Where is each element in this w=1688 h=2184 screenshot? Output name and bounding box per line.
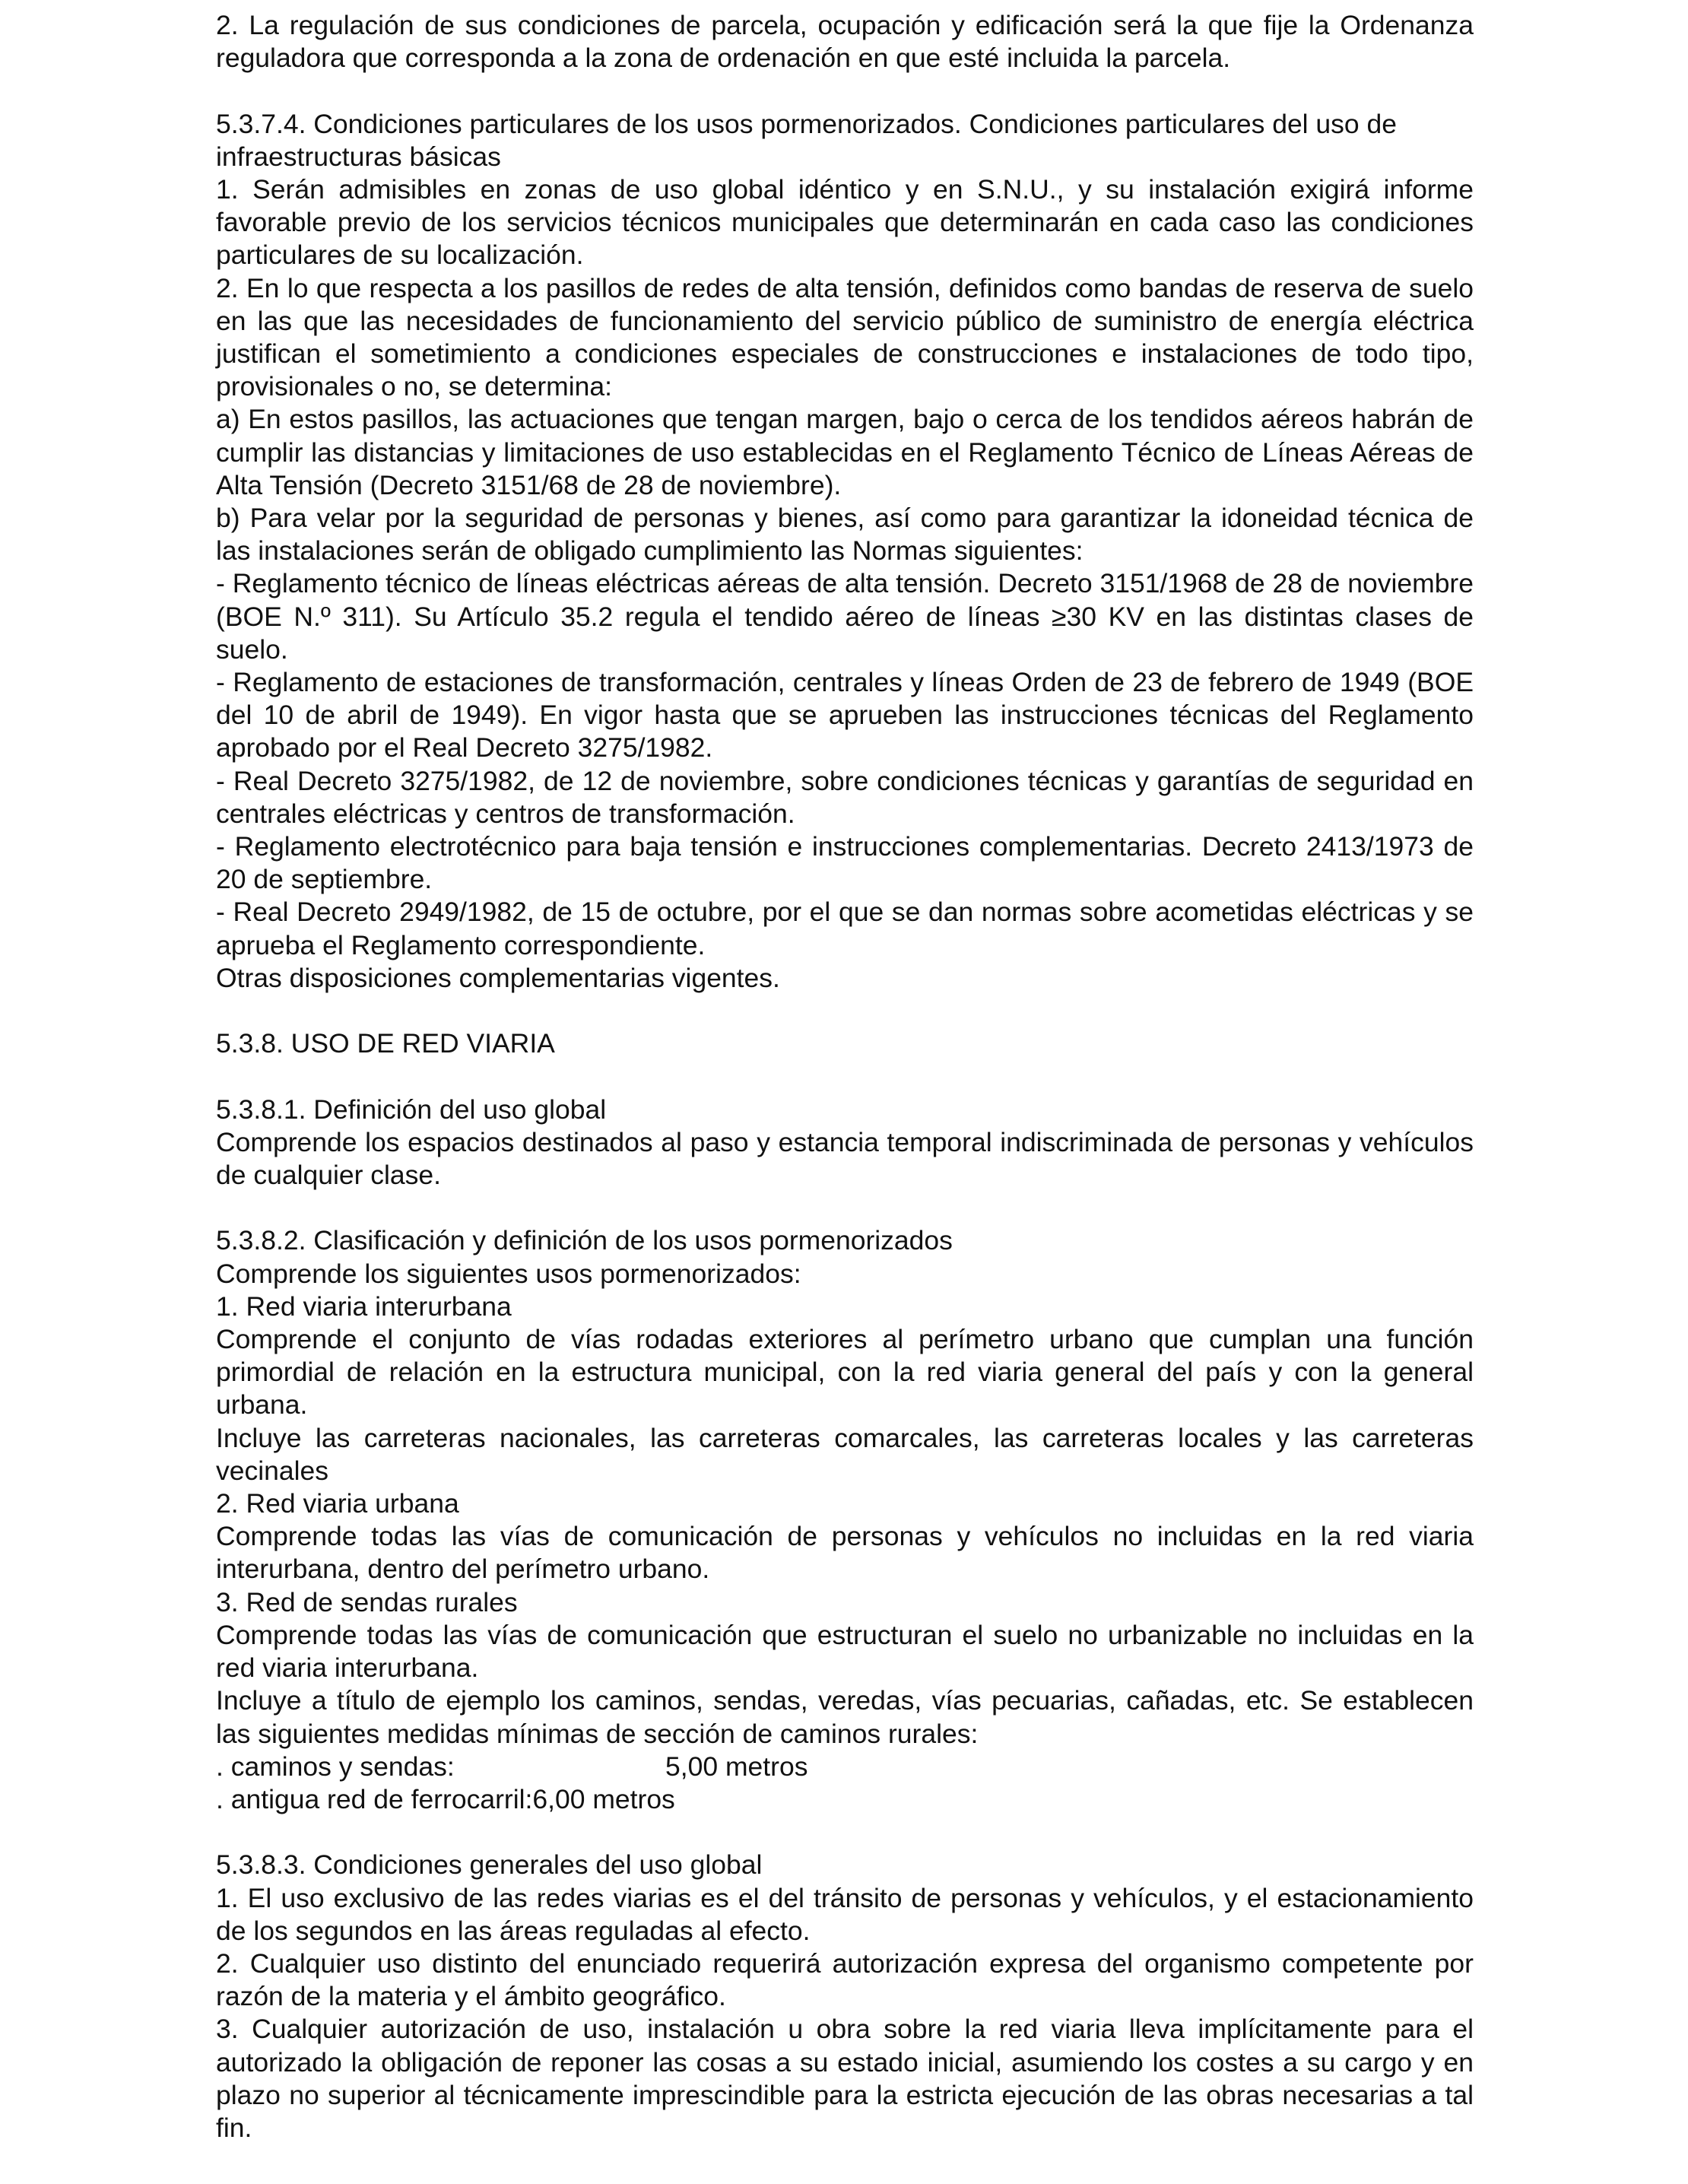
section-heading-5-3-8-1: 5.3.8.1. Definición del uso global <box>216 1094 607 1125</box>
spacer <box>216 995 1474 1027</box>
list-item: - Reglamento técnico de líneas eléctricas aéreas de alta tensión. Decreto 3151/1968 de 28 de noviembre (BOE N.º 311). Su Artículo 35.2 regula el tendido aéreo de líneas ≥30 KV en las distintas clases de suelo. <box>216 568 1474 665</box>
section-heading-5-3-8-2: 5.3.8.2. Clasificación y definición de los usos pormenorizados <box>216 1225 953 1256</box>
list-item: - Reglamento de estaciones de transformación, centrales y líneas Orden de 23 de febrero de 1949 (BOE del 10 de abril de 1949). En vigor hasta que se aprueben las instrucciones técnicas del Reglamento aprobado por el Real Decreto 3275/1982. <box>216 667 1474 763</box>
measure-row <box>216 1751 1474 1783</box>
measure-label: . antigua red de ferrocarril: <box>216 1783 533 1814</box>
paragraph: Comprende el conjunto de vías rodadas exteriores al perímetro urbano que cumplan una función primordial de relación en la estructura municipal, con la red viaria general del país y con la general urbana. <box>216 1324 1474 1421</box>
paragraph: Comprende los espacios destinados al paso y estancia temporal indiscriminada de personas y vehículos de cualquier clase. <box>216 1126 1474 1191</box>
paragraph: Incluye las carreteras nacionales, las carreteras comarcales, las carreteras locales y las carreteras vecinales <box>216 1422 1474 1486</box>
paragraph: Comprende todas las vías de comunicación de personas y vehículos no incluidas en la red viaria interurbana, dentro del perímetro urbano. <box>216 1521 1474 1585</box>
paragraph: a) En estos pasillos, las actuaciones que tengan margen, bajo o cerca de los tendidos aéreos habrán de cumplir las distancias y limitaciones de uso establecidas en el Reglamento Técnico de Líneas Aéreas de Alta Tensión (Decreto 3151/68 de 28 de noviembre). <box>216 404 1474 500</box>
paragraph: Comprende los siguientes usos pormenorizados: <box>216 1258 801 1289</box>
measure-row <box>216 1783 1474 1816</box>
spacer <box>216 1816 1474 1849</box>
list-item: - Real Decreto 2949/1982, de 15 de octubre, por el que se dan normas sobre acometidas eléctricas y se aprueba el Reglamento correspondiente. <box>216 897 1474 960</box>
paragraph: 3. Cualquier autorización de uso, instalación u obra sobre la red viaria lleva implícitamente para el autorizado la obligación de reponer las cosas a su estado inicial, asumiendo los costes a su cargo y en plazo no superior al técnicamente imprescindible para la estricta ejecución de las obras necesarias a tal fin. <box>216 2014 1474 2143</box>
subheading: 2. Red viaria urbana <box>216 1488 459 1519</box>
section-heading-5-3-7-4: 5.3.7.4. Condiciones particulares de los usos pormenorizados. Condiciones particulares del uso de infraestructuras básicas <box>216 108 1398 172</box>
paragraph: Comprende todas las vías de comunicación que estructuran el suelo no urbanizable no incluidas en la red viaria interurbana. <box>216 1619 1474 1684</box>
measure-value: 5,00 metros <box>665 1751 808 1782</box>
section-heading-5-3-8-3: 5.3.8.3. Condiciones generales del uso global <box>216 1849 763 1881</box>
document-page <box>216 9 1474 2144</box>
paragraph: Otras disposiciones complementarias vigentes. <box>216 962 780 993</box>
measure-label: . caminos y sendas: <box>216 1751 455 1782</box>
spacer <box>216 1192 1474 1224</box>
subheading: 1. Red viaria interurbana <box>216 1290 512 1322</box>
paragraph: 1. El uso exclusivo de las redes viarias es el del tránsito de personas y vehículos, y el estacionamiento de los segundos en las áreas reguladas al efecto. <box>216 1882 1474 1946</box>
spacer <box>216 1060 1474 1093</box>
measure-value: 6,00 metros <box>532 1783 675 1814</box>
paragraph: 2. Cualquier uso distinto del enunciado requerirá autorización expresa del organismo competente por razón de la materia y el ámbito geográfico. <box>216 1948 1474 2012</box>
spacer <box>216 75 1474 107</box>
section-heading-5-3-8: 5.3.8. USO DE RED VIARIA <box>216 1028 555 1059</box>
subheading: 3. Red de sendas rurales <box>216 1586 518 1617</box>
paragraph: b) Para velar por la seguridad de personas y bienes, así como para garantizar la idoneidad técnica de las instalaciones serán de obligado cumplimiento las Normas siguientes: <box>216 503 1474 567</box>
list-item: - Real Decreto 3275/1982, de 12 de noviembre, sobre condiciones técnicas y garantías de seguridad en centrales eléctricas y centros de transformación. <box>216 765 1474 829</box>
paragraph: 2. En lo que respecta a los pasillos de redes de alta tensión, definidos como bandas de reserva de suelo en las que las necesidades de funcionamiento del servicio público de suministro de energía eléctrica justifican el sometimiento a condiciones especiales de construcciones e instalaciones de todo tipo, provisionales o no, se determina: <box>216 272 1474 402</box>
paragraph: 1. Serán admisibles en zonas de uso global idéntico y en S.N.U., y su instalación exigirá informe favorable previo de los servicios técnicos municipales que determinarán en cada caso las condiciones particulares de su localización. <box>216 174 1474 271</box>
list-item: - Reglamento electrotécnico para baja tensión e instrucciones complementarias. Decreto 2413/1973 de 20 de septiembre. <box>216 831 1474 895</box>
paragraph: 2. La regulación de sus condiciones de parcela, ocupación y edificación será la que fije la Ordenanza reguladora que corresponda a la zona de ordenación en que esté incluida la parcela. <box>216 10 1474 74</box>
paragraph: Incluye a título de ejemplo los caminos, sendas, veredas, vías pecuarias, cañadas, etc. Se establecen las siguientes medidas mínimas de sección de caminos rurales: <box>216 1685 1474 1749</box>
